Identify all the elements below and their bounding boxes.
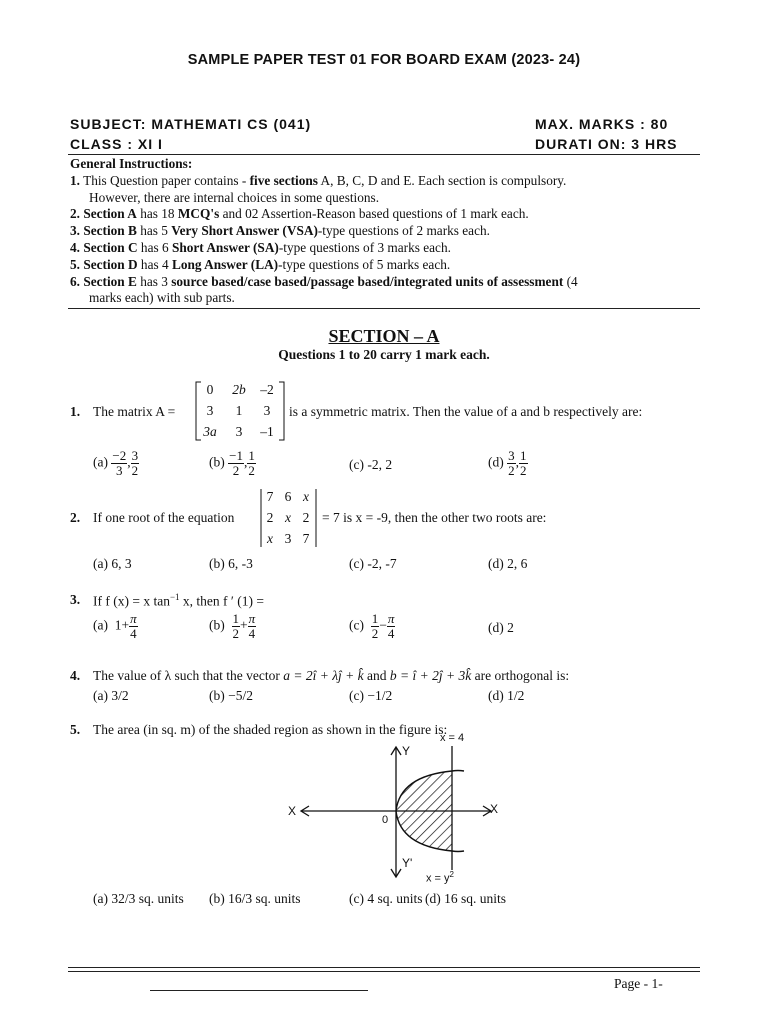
instruction-item-2: 2. Section A has 18 MCQ's and 02 Assertion-Reason based questions of 1 mark each. xyxy=(70,206,529,222)
q2-option-d: (d) 2, 6 xyxy=(488,556,528,571)
q1-option-d: (d) $\frac{3}{2}$ , $\frac{1}{2}$ xyxy=(488,448,527,478)
q4-number: 4. xyxy=(70,668,81,683)
matrix-cell: 3a xyxy=(203,424,217,439)
paper-title: SAMPLE PAPER TEST 01 FOR BOARD EXAM (2023- 24) xyxy=(187,52,581,68)
q2-text-post: = 7 is x = -9, then the other two roots are: xyxy=(322,510,547,525)
determinant-cell: 2 xyxy=(266,510,274,525)
matrix-cell: 3 xyxy=(235,424,243,439)
determinant-cell: 2 xyxy=(302,510,310,525)
determinant-cell: x xyxy=(303,489,309,504)
header-rule xyxy=(68,154,700,155)
q2-determinant xyxy=(258,487,320,549)
q2-option-c: (c) -2, -7 xyxy=(349,556,397,571)
determinant-cell: 6 xyxy=(284,489,292,504)
origin-label: 0 xyxy=(382,814,389,826)
section-subtitle: Questions 1 to 20 carry 1 mark each. xyxy=(278,347,490,362)
q2-option-b: (b) 6, -3 xyxy=(209,556,253,571)
q1-number: 1. xyxy=(70,404,81,419)
q5-text: The area (in sq. m) of the shaded region as shown in the figure is: xyxy=(93,722,448,737)
footer-underline xyxy=(150,990,368,991)
subject-label: SUBJECT: MATHEMATI CS (041) xyxy=(70,116,312,132)
q3-option-d: (d) 2 xyxy=(488,620,514,635)
determinant-cell: 7 xyxy=(266,489,274,504)
curve-label: $x = y^2$ xyxy=(426,870,454,885)
q3-option-b: (b) $\frac{1}{2}$ + $\frac{\pi}{4}$ xyxy=(209,611,256,641)
instruction-item-1-cont: However, there are internal choices in some questions. xyxy=(89,189,380,205)
q1-text-pre: The matrix A = xyxy=(93,404,176,419)
instruction-item-6: 6. Section E has 3 source based/case based/passage based/integrated units of assessment (4 xyxy=(70,273,578,289)
y-axis-bottom-label: Y' xyxy=(402,856,413,870)
matrix-cell: 0 xyxy=(206,382,214,397)
matrix-cell: 1 xyxy=(235,403,243,418)
vector-a: a = 2î + λĵ + k̂ xyxy=(283,668,364,683)
q2-number: 2. xyxy=(70,510,81,525)
section-title: SECTION – A xyxy=(328,326,440,346)
q5-option-a: (a) 32/3 sq. units xyxy=(93,891,184,906)
y-axis-top-label: Y xyxy=(402,744,411,758)
q4-option-a: (a) 3/2 xyxy=(93,688,129,703)
general-instructions xyxy=(70,156,710,307)
q3-option-a: (a) 1+ $\frac{\pi}{4}$ xyxy=(93,611,137,641)
x-axis-left-label: X xyxy=(288,804,297,818)
determinant-cell: 7 xyxy=(302,531,310,546)
class-label: CLASS : XI I xyxy=(70,136,163,152)
q5-figure xyxy=(282,732,512,888)
instruction-item-4: 4. Section C has 6 Short Answer (SA)-type questions of 3 marks each. xyxy=(70,239,451,255)
line-x4-label: x = 4 xyxy=(440,732,465,744)
instruction-item-5: 5. Section D has 4 Long Answer (LA)-type questions of 5 marks each. xyxy=(70,256,451,272)
q4-option-c: (c) −1/2 xyxy=(349,688,393,703)
instruction-item-3: 3. Section B has 5 Very Short Answer (VSA)-type questions of 2 marks each. xyxy=(70,223,490,239)
q1-matrix xyxy=(193,380,287,442)
q1-option-c: (c) -2, 2 xyxy=(349,457,393,472)
q4-text: The value of λ such that the vector a = 2î + λĵ + k̂ and b = î + 2ĵ + 3k̂ are orthogonal is: xyxy=(93,668,570,683)
q2-text-pre: If one root of the equation xyxy=(93,510,235,525)
q1-text-post: is a symmetric matrix. Then the value of a and b respectively are: xyxy=(289,404,643,419)
q5-option-c: (c) 4 sq. units xyxy=(349,891,423,906)
vector-b: b = î + 2ĵ + 3k̂ xyxy=(389,668,472,683)
q4-option-b: (b) −5/2 xyxy=(209,688,253,703)
q4-option-d: (d) 1/2 xyxy=(488,688,525,703)
matrix-cell: 3 xyxy=(206,403,214,418)
determinant-cell: x xyxy=(267,531,273,546)
footer-rule xyxy=(68,967,700,972)
determinant-cell: x xyxy=(285,510,291,525)
instructions-rule xyxy=(68,308,700,309)
instructions-heading: General Instructions: xyxy=(70,156,193,171)
max-marks-label: MAX. MARKS : 80 xyxy=(535,116,669,132)
duration-label: DURATI ON: 3 HRS xyxy=(535,136,678,152)
q3-number: 3. xyxy=(70,592,81,607)
q5-number: 5. xyxy=(70,722,81,737)
q1-option-b: (b) $\frac{-1}{2}$ , $\frac{1}{2}$ xyxy=(209,448,255,478)
q3-option-c: (c) $\frac{1}{2}$ − $\frac{\pi}{4}$ xyxy=(349,611,395,641)
q2-option-a: (a) 6, 3 xyxy=(93,556,132,571)
q1-option-a: (a) $\frac{-2}{3}$ , $\frac{3}{2}$ xyxy=(93,448,139,478)
q3-text: If f (x) = x $\tan^{-1} x$, then f ′ (1) = xyxy=(93,592,264,609)
q5-option-d: (d) 16 sq. units xyxy=(425,891,506,906)
matrix-cell: 3 xyxy=(263,403,271,418)
matrix-cell: –2 xyxy=(260,382,274,397)
q5-option-b: (b) 16/3 sq. units xyxy=(209,891,301,906)
matrix-cell: 2b xyxy=(232,382,246,397)
instruction-item-6-cont: marks each) with sub parts. xyxy=(89,290,235,306)
determinant-cell: 3 xyxy=(284,531,292,546)
instruction-item-1: 1. This Question paper contains - five sections A, B, C, D and E. Each section is compulsory. xyxy=(70,172,567,188)
matrix-cell: –1 xyxy=(260,424,274,439)
page-number: Page - 1- xyxy=(614,976,663,991)
shaded-region-graph xyxy=(282,736,512,888)
x-axis-right-label: X xyxy=(490,802,499,816)
